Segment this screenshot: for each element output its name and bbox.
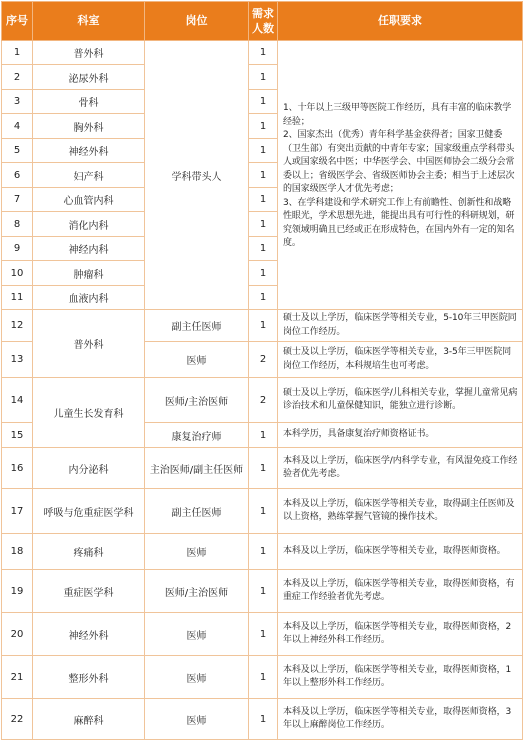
row-no: 19 [2, 570, 33, 613]
row-dept: 胸外科 [33, 114, 145, 139]
requirement-line: 3、在学科建设和学术研究工作上有前瞻性、创新性和战略性眼光，学术思想先进，能提出具有可行性的科研规划，研究领域明确且已经或正在形成特色，在国内外有一定的知名度。 [283, 197, 515, 249]
row-no: 14 [2, 378, 33, 423]
row-count: 1 [249, 423, 278, 448]
row-count: 2 [249, 342, 278, 378]
row-post: 医师 [145, 342, 249, 378]
row-dept: 血液内科 [33, 286, 145, 310]
header-dept: 科室 [33, 2, 145, 41]
row-no: 13 [2, 342, 33, 378]
row-post: 副主任医师 [145, 489, 249, 534]
header-no: 序号 [2, 2, 33, 41]
row-dept: 肿瘤科 [33, 261, 145, 286]
row-count: 1 [249, 448, 278, 489]
row-requirements: 本科及以上学历，临床医学/内科学专业，有风湿免疫工作经验者优先考虑。 [278, 448, 523, 489]
row-no: 1 [2, 41, 33, 65]
table-row [2, 489, 523, 534]
row-count: 1 [249, 613, 278, 656]
row-count: 1 [249, 114, 278, 139]
row-post: 医师/主治医师 [145, 378, 249, 423]
table-row [2, 699, 523, 740]
row-count: 1 [249, 534, 278, 570]
row-requirements: 硕士及以上学历，临床医学等相关专业，5-10年三甲医院同岗位工作经历。 [278, 310, 523, 342]
row-post: 医师 [145, 534, 249, 570]
row-dept: 儿童生长发育科 [33, 378, 145, 448]
row-post: 医师 [145, 613, 249, 656]
row-requirements: 硕士及以上学历，临床医学/儿科相关专业，掌握儿童常见病诊治技术和儿童保健知识，能独立进行诊断。 [278, 378, 523, 423]
row-requirements: 本科及以上学历，临床医学等相关专业，取得医师资格，2年以上神经外科工作经历。 [278, 613, 523, 656]
table-header-row [2, 2, 523, 41]
row-dept: 重症医学科 [33, 570, 145, 613]
table-row [2, 448, 523, 489]
row-no: 10 [2, 261, 33, 286]
row-dept: 妇产科 [33, 163, 145, 188]
row-dept: 消化内科 [33, 212, 145, 237]
row-dept: 神经外科 [33, 139, 145, 163]
table-row [2, 310, 523, 342]
row-no: 12 [2, 310, 33, 342]
requirement-line: 1、十年以上三级甲等医院工作经历，具有丰富的临床教学经验； [283, 103, 512, 127]
row-dept: 心血管内科 [33, 188, 145, 212]
row-dept: 骨科 [33, 90, 145, 114]
header-count: 需求人数 [249, 2, 278, 41]
row-count: 1 [249, 286, 278, 310]
row-no: 8 [2, 212, 33, 237]
row-requirements: 本科及以上学历，临床医学等相关专业，取得医师资格。 [278, 534, 523, 570]
row-count: 1 [249, 65, 278, 90]
row-post: 主治医师/副主任医师 [145, 448, 249, 489]
header-requirements: 任职要求 [278, 2, 523, 41]
row-requirements: 本科及以上学历，临床医学等相关专业，取得副主任医师及以上资格，熟练掌握气管镜的操作技术。 [278, 489, 523, 534]
row-dept: 疼痛科 [33, 534, 145, 570]
row-post: 康复治疗师 [145, 423, 249, 448]
row-requirements: 本科及以上学历，临床医学等相关专业，取得医师资格，3年以上麻醉岗位工作经历。 [278, 699, 523, 740]
row-no: 3 [2, 90, 33, 114]
header-post: 岗位 [145, 2, 249, 41]
table-row [2, 534, 523, 570]
row-count: 1 [249, 656, 278, 699]
row-no: 16 [2, 448, 33, 489]
row-no: 20 [2, 613, 33, 656]
row-dept: 呼吸与危重症医学科 [33, 489, 145, 534]
table-row [2, 613, 523, 656]
row-count: 2 [249, 378, 278, 423]
row-post: 医师 [145, 656, 249, 699]
table-row [2, 570, 523, 613]
row-count: 1 [249, 212, 278, 237]
row-no: 4 [2, 114, 33, 139]
row-no: 15 [2, 423, 33, 448]
requirement-line: 2、国家杰出（优秀）青年科学基金获得者；国家卫健委（卫生部）有突出贡献的中青年专家；国家级重点学科带头人或国家级名中医；中华医学会、中国医师协会二级分会常委以上；省级医学会、省级医师协会主委；相当于上述层次的国家级医学人才优先考虑； [283, 130, 515, 195]
row-post: 副主任医师 [145, 310, 249, 342]
row-dept: 神经外科 [33, 613, 145, 656]
table-row [2, 656, 523, 699]
row-count: 1 [249, 139, 278, 163]
row-requirements: 本科及以上学历，临床医学等相关专业，取得医师资格，有重症工作经验者优先考虑。 [278, 570, 523, 613]
row-no: 17 [2, 489, 33, 534]
row-dept: 普外科 [33, 310, 145, 378]
row-no: 7 [2, 188, 33, 212]
row-count: 1 [249, 570, 278, 613]
row-post: 医师/主治医师 [145, 570, 249, 613]
row-count: 1 [249, 41, 278, 65]
row-count: 1 [249, 188, 278, 212]
row-requirements: 硕士及以上学历，临床医学等相关专业，3-5年三甲医院同岗位工作经历，本科规培生也可考虑。 [278, 342, 523, 378]
row-dept: 泌尿外科 [33, 65, 145, 90]
row-post: 学科带头人 [145, 41, 249, 310]
row-no: 18 [2, 534, 33, 570]
row-no: 5 [2, 139, 33, 163]
table-row [2, 378, 523, 423]
row-no: 22 [2, 699, 33, 740]
table-row [2, 41, 523, 65]
recruitment-table [1, 1, 523, 740]
leader-requirements [278, 41, 523, 310]
row-no: 9 [2, 237, 33, 261]
row-requirements: 本科学历，具备康复治疗师资格证书。 [278, 423, 523, 448]
row-no: 11 [2, 286, 33, 310]
row-count: 1 [249, 699, 278, 740]
row-count: 1 [249, 310, 278, 342]
row-post: 医师 [145, 699, 249, 740]
row-count: 1 [249, 261, 278, 286]
row-count: 1 [249, 237, 278, 261]
row-dept: 神经内科 [33, 237, 145, 261]
row-count: 1 [249, 163, 278, 188]
row-dept: 普外科 [33, 41, 145, 65]
row-dept: 整形外科 [33, 656, 145, 699]
row-no: 2 [2, 65, 33, 90]
row-dept: 内分泌科 [33, 448, 145, 489]
row-no: 6 [2, 163, 33, 188]
row-count: 1 [249, 90, 278, 114]
row-dept: 麻醉科 [33, 699, 145, 740]
row-requirements: 本科及以上学历，临床医学等相关专业，取得医师资格，1年以上整形外科工作经历。 [278, 656, 523, 699]
row-no: 21 [2, 656, 33, 699]
row-count: 1 [249, 489, 278, 534]
